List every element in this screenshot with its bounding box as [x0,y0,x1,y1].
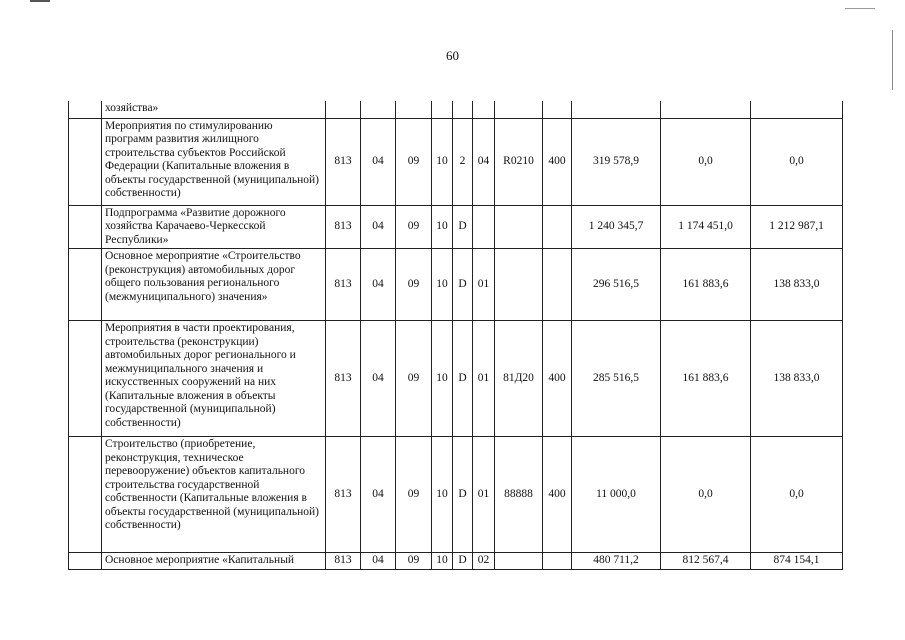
cell-gr: 813 [326,437,361,553]
item-name-cell: Мероприятия в части проектирования, строительства (реконструкции) автомобильных дорог регионального и межмуниципального значения и искусственных сооружений на них (Капитальные вложения в объекты государственной (муниципальной) собственности) [102,321,326,437]
row-index-cell [69,249,102,321]
cell-p3: 02 [473,553,495,570]
cell-rz: 04 [361,118,396,205]
cell-pr: 09 [396,118,432,205]
cell-p3: 01 [473,437,495,553]
cell-p1: 10 [432,249,453,321]
cell-gr: 813 [326,553,361,570]
table-row [69,321,843,437]
cell-rz: 04 [361,553,396,570]
cell-rz: 04 [361,205,396,249]
cell-y2 [661,101,751,118]
cell-y3: 138 833,0 [751,249,843,321]
cell-y2: 0,0 [661,118,751,205]
cell-y1 [572,101,661,118]
cell-pr: 09 [396,553,432,570]
cell-y1: 11 000,0 [572,437,661,553]
cell-rz: 04 [361,321,396,437]
cell-p3 [473,205,495,249]
page-number: 60 [446,48,459,63]
cell-vr [543,205,572,249]
cell-y2: 161 883,6 [661,249,751,321]
cell-y3: 0,0 [751,437,843,553]
cell-y2: 161 883,6 [661,321,751,437]
cell-p1: 10 [432,321,453,437]
row-index-cell [69,101,102,118]
cell-vr: 400 [543,118,572,205]
item-name-cell: Основное мероприятие «Строительство (реконструкция) автомобильных дорог общего пользования регионального (межмуниципального) значения» [102,249,326,321]
cell-gr: 813 [326,205,361,249]
cell-y2: 0,0 [661,437,751,553]
cell-pr: 09 [396,249,432,321]
cell-y3: 138 833,0 [751,321,843,437]
budget-table [68,101,843,570]
cell-gr [326,101,361,118]
cell-p2: D [453,437,473,553]
cell-p4 [495,553,543,570]
row-index-cell [69,553,102,570]
table-row [69,101,843,118]
cell-p4 [495,101,543,118]
row-index-cell [69,437,102,553]
cell-y2: 812 567,4 [661,553,751,570]
row-index-cell [69,205,102,249]
cell-p2: D [453,249,473,321]
row-index-cell [69,118,102,205]
item-name-cell: хозяйства» [102,101,326,118]
cell-pr: 09 [396,205,432,249]
cell-pr: 09 [396,321,432,437]
cell-p3: 01 [473,321,495,437]
table-row [69,553,843,570]
cell-p4 [495,205,543,249]
item-name-cell: Подпрограмма «Развитие дорожного хозяйства Карачаево-Черкесской Республики» [102,205,326,249]
cell-p1: 10 [432,553,453,570]
cell-p4: 81Д20 [495,321,543,437]
cell-p1 [432,101,453,118]
cell-y1: 480 711,2 [572,553,661,570]
cell-p2: D [453,205,473,249]
cell-p3 [473,101,495,118]
cell-p4: 88888 [495,437,543,553]
cell-y1: 285 516,5 [572,321,661,437]
cell-gr: 813 [326,249,361,321]
cell-pr [396,101,432,118]
cell-p1: 10 [432,437,453,553]
cell-y3: 0,0 [751,118,843,205]
cell-y2: 1 174 451,0 [661,205,751,249]
cell-y3: 1 212 987,1 [751,205,843,249]
table-row [69,205,843,249]
cell-p1: 10 [432,205,453,249]
cell-p3: 01 [473,249,495,321]
cell-y1: 1 240 345,7 [572,205,661,249]
cell-vr: 400 [543,437,572,553]
cell-p2: D [453,553,473,570]
cell-p1: 10 [432,118,453,205]
table-row [69,118,843,205]
cell-y3 [751,101,843,118]
cell-p4: R0210 [495,118,543,205]
cell-rz [361,101,396,118]
cell-y3: 874 154,1 [751,553,843,570]
cell-pr: 09 [396,437,432,553]
item-name-cell: Мероприятия по стимулированию программ развития жилищного строительства субъектов Российской Федерации (Капитальные вложения в объекты государственной (муниципальной) собственности) [102,118,326,205]
cell-p2: 2 [453,118,473,205]
item-name-cell: Основное мероприятие «Капитальный [102,553,326,570]
cell-rz: 04 [361,437,396,553]
cell-y1: 319 578,9 [572,118,661,205]
cell-p4 [495,249,543,321]
scan-mark-top-left [30,0,50,2]
cell-gr: 813 [326,321,361,437]
cell-p3: 04 [473,118,495,205]
cell-p2: D [453,321,473,437]
table-row [69,437,843,553]
cell-gr: 813 [326,118,361,205]
cell-y1: 296 516,5 [572,249,661,321]
cell-vr [543,553,572,570]
cell-vr [543,101,572,118]
table-row [69,249,843,321]
row-index-cell [69,321,102,437]
cell-vr: 400 [543,321,572,437]
scan-mark-top-right [845,8,875,9]
cell-p2 [453,101,473,118]
cell-rz: 04 [361,249,396,321]
item-name-cell: Строительство (приобретение, реконструкция, техническое перевооружение) объектов капитального строительства государственной собственности (Капитальные вложения в объекты государственной (муниципальной) собственности) [102,437,326,553]
cell-vr [543,249,572,321]
